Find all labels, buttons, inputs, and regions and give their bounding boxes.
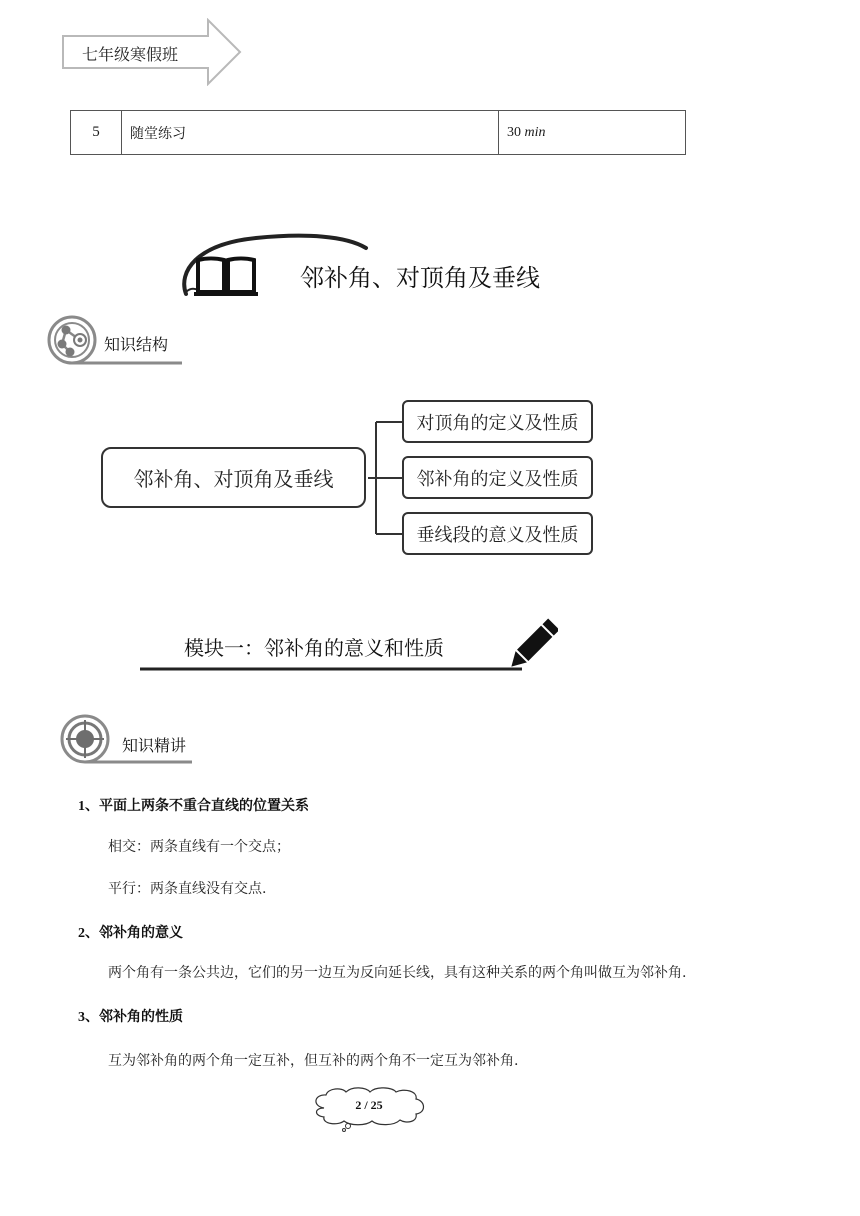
row-index: 5 [71, 111, 122, 155]
page-number: 2 / 25 [355, 1098, 383, 1112]
point-heading: 、平面上两条不重合直线的位置关系 [85, 798, 309, 814]
pencil-icon [506, 619, 558, 673]
schedule-table [70, 110, 686, 155]
mindmap-node: 对顶角的定义及性质 [402, 400, 593, 443]
section-header-detail [60, 714, 220, 774]
section-heading: 知识结构 [104, 335, 169, 354]
page-number-cloud [310, 1086, 428, 1132]
point-number: 2 [78, 926, 85, 941]
point-text: 两个角有一条公共边，它们的另一边互为反向延长线，具有这种关系的两个角叫做互为邻补角. [108, 965, 687, 981]
point-text: 平行：两条直线没有交点. [108, 881, 267, 897]
mindmap-root: 邻补角、对顶角及垂线 [101, 447, 366, 508]
table-row [71, 111, 686, 155]
point-title [78, 795, 309, 815]
chapter-banner [176, 232, 576, 302]
point-text: 相交：两条直线有一个交点； [108, 839, 290, 855]
module-title: 模块一：邻补角的意义和性质 [184, 636, 444, 660]
section-heading: 知识精讲 [122, 736, 187, 755]
row-duration [499, 111, 686, 155]
point-number: 1 [78, 799, 85, 814]
section-header-structure [46, 314, 206, 374]
mindmap-node: 邻补角的定义及性质 [402, 456, 593, 499]
mindmap-node: 垂线段的意义及性质 [402, 512, 593, 555]
grade-tag [60, 18, 244, 86]
point-text: 互为邻补角的两个角一定互补，但互补的两个角不一定互为邻补角. [108, 1053, 519, 1069]
point-heading: 、邻补角的意义 [85, 925, 183, 941]
chapter-title: 邻补角、对顶角及垂线 [300, 264, 540, 292]
row-activity: 随堂练习 [122, 111, 499, 155]
point-title [78, 922, 183, 942]
duration-unit: min [524, 124, 546, 140]
point-heading: 、邻补角的性质 [85, 1009, 183, 1025]
point-title [78, 1006, 183, 1026]
point-number: 3 [78, 1010, 85, 1025]
grade-label: 七年级寒假班 [82, 45, 179, 64]
duration-value: 30 [507, 124, 521, 140]
